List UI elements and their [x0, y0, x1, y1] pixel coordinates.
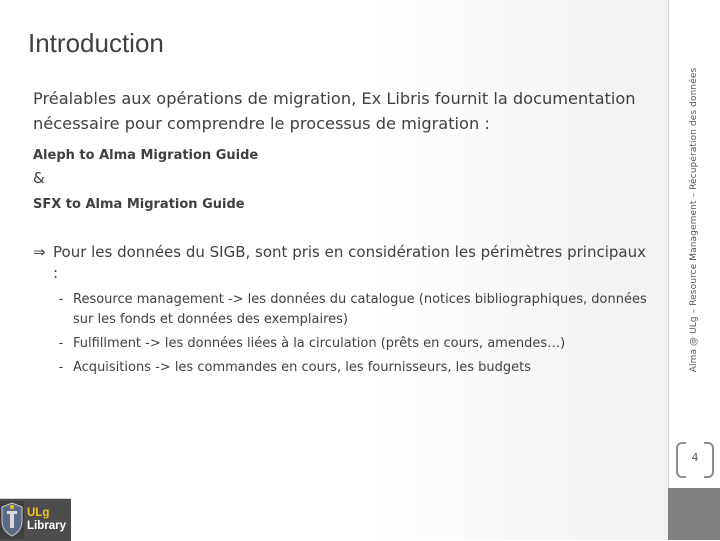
page-number: 4 — [691, 451, 699, 464]
slide-title: Introduction — [28, 28, 164, 58]
list-item-text: Fulfillment -> les données liées à la circulation (prêts en cours, amendes…) — [73, 336, 566, 351]
logo-ulg: ULg — [27, 507, 50, 519]
dash-bullet: - — [58, 336, 64, 351]
slide-body — [33, 86, 653, 382]
ampersand: & — [33, 169, 45, 187]
ulg-seal-icon — [0, 501, 24, 539]
dash-bullet: - — [58, 292, 64, 307]
point-sigb-text: Pour les données du SIGB, sont pris en considération les périmètres principaux : — [53, 243, 646, 282]
double-arrow-icon: ⇒ — [33, 243, 46, 261]
list-item — [55, 358, 653, 378]
sidebar-caption: Alma @ ULg – Resource Management – Récupération des données — [689, 67, 699, 373]
scope-list — [33, 290, 653, 378]
dash-bullet: - — [58, 360, 64, 375]
list-item-text: Acquisitions -> les commandes en cours, les fournisseurs, les budgets — [73, 360, 532, 375]
guide-sfx: SFX to Alma Migration Guide — [33, 197, 245, 212]
intro-paragraph: Préalables aux opérations de migration, Ex Libris fournit la documentation nécessaire pour comprendre le processus de migration : — [33, 89, 636, 133]
point-sigb — [33, 242, 653, 284]
logo-library: Library — [27, 520, 66, 532]
ulg-library-logo — [0, 498, 71, 541]
right-brace-icon — [704, 442, 714, 478]
list-item — [55, 334, 653, 354]
list-item — [55, 290, 653, 330]
list-item-text: Resource management -> les données du catalogue (notices bibliographiques, données sur les fonds et données des exemplaires) — [73, 292, 647, 327]
guide-aleph: Aleph to Alma Migration Guide — [33, 148, 259, 163]
logo-wordmark — [27, 507, 66, 533]
page-number-box — [676, 442, 714, 476]
sidebar-footer-block — [668, 488, 720, 540]
